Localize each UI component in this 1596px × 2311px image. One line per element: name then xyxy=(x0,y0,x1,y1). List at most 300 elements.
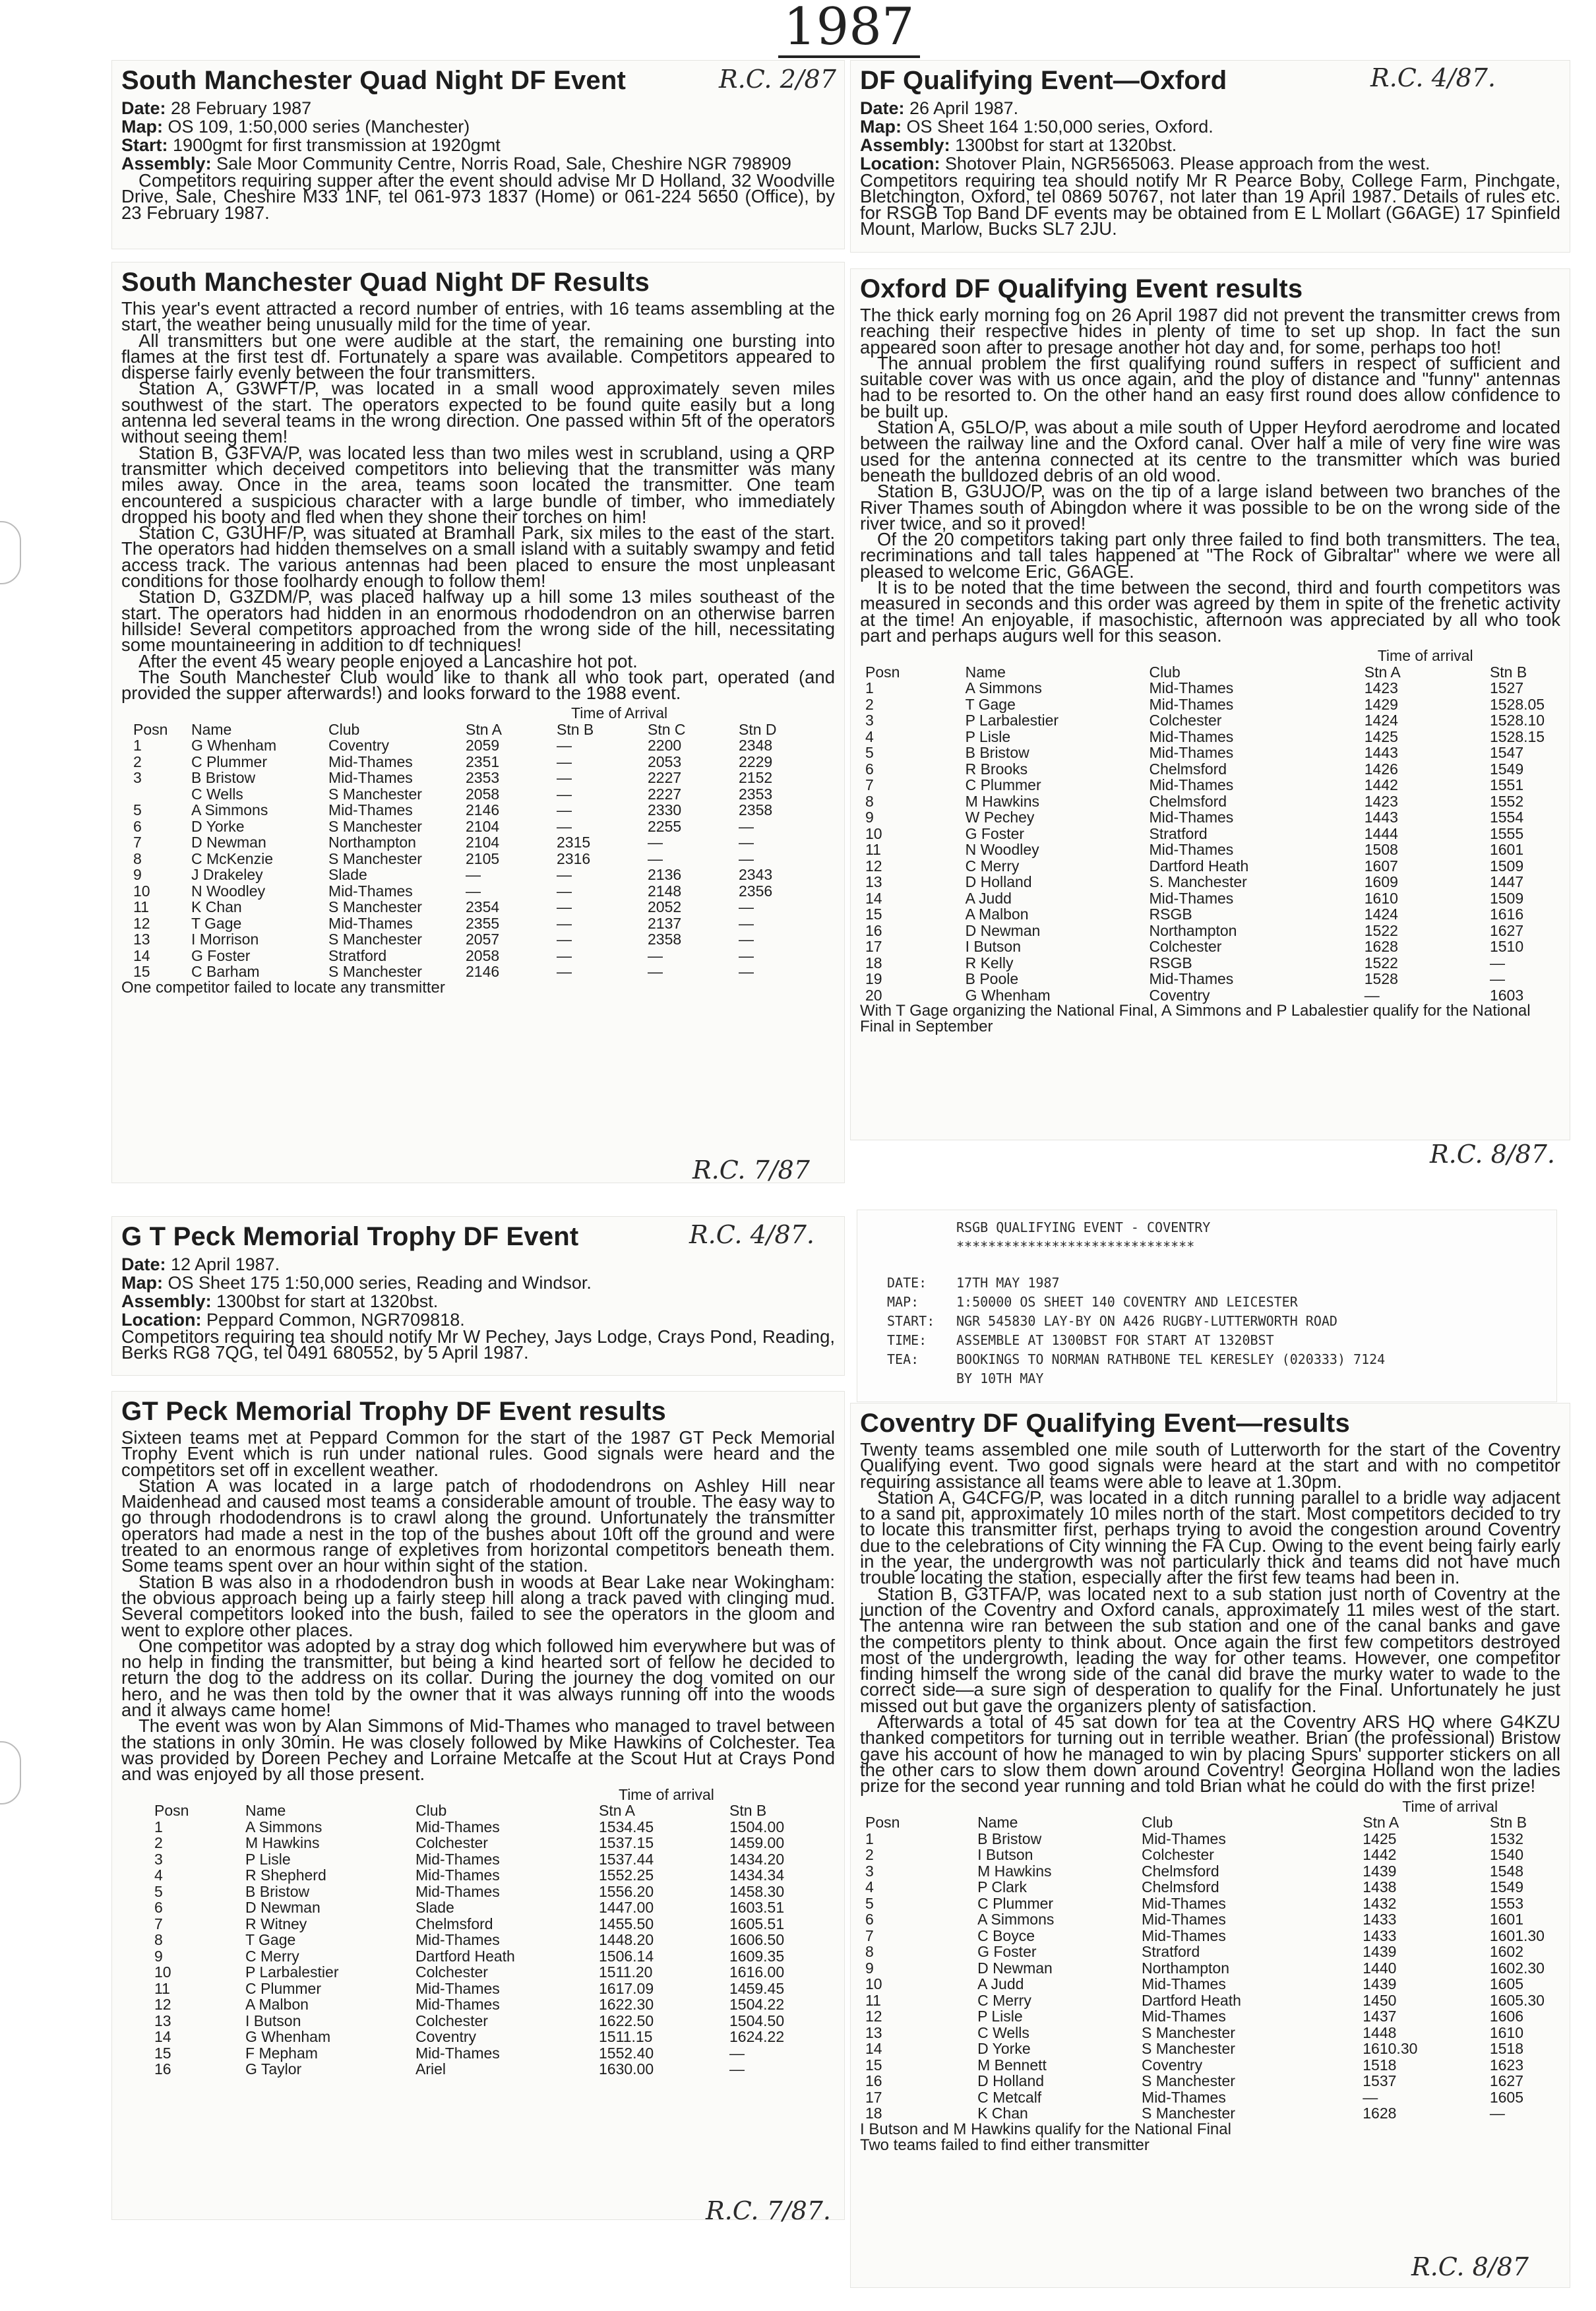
paragraph: The South Manchester Club would like to thank all who took part, operated (and provided the supper afterwards!) and looks forward to the 1988 event. xyxy=(121,666,835,704)
peck-event-assembly: 1300bst for start at 1320bst. xyxy=(216,1291,439,1311)
table-cell: — xyxy=(466,882,481,900)
table-cell: 1424 xyxy=(1364,906,1398,923)
table-row xyxy=(154,1867,807,1884)
oxford-event-assembly: 1300bst for start at 1320bst. xyxy=(955,135,1177,155)
paragraph: All transmitters but one were audible at the start, the remaining one bursting into flames at the first test df. Fortunately a spare was available. Competitors appeared to disperse fairly evenly between the four transmitters. xyxy=(121,330,835,383)
table-cell: 2104 xyxy=(466,817,500,835)
notice-line xyxy=(887,1350,1556,1369)
table-cell: S Manchester xyxy=(1142,2072,1235,2090)
col-header: Name xyxy=(977,1814,1018,1832)
coventry-results-title: Coventry DF Qualifying Event—results xyxy=(860,1409,1350,1438)
table-row xyxy=(865,858,1560,875)
table-cell: 12 xyxy=(865,857,882,875)
table-cell: 10 xyxy=(133,882,150,900)
notice-line-label: TIME: xyxy=(887,1332,927,1348)
table-cell: Mid-Thames xyxy=(1149,679,1234,697)
table-header-row xyxy=(865,1814,1560,1831)
table-cell: 1450 xyxy=(1363,1991,1397,2009)
table-cell: 1 xyxy=(133,737,142,755)
table-cell: I Butson xyxy=(977,1846,1033,1864)
table-row xyxy=(133,737,816,754)
table-cell: C Merry xyxy=(977,1991,1031,2009)
table-row xyxy=(865,809,1560,826)
notice-line xyxy=(887,1274,1556,1293)
table-cell: 11 xyxy=(865,841,881,859)
table-cell: 1555 xyxy=(1489,824,1524,842)
table-cell: 1508 xyxy=(1364,841,1398,859)
table-row xyxy=(154,1916,807,1932)
table-cell: — xyxy=(466,866,481,884)
table-cell: 6 xyxy=(154,1899,163,1917)
table-cell: 3 xyxy=(154,1850,163,1868)
table-cell: 8 xyxy=(865,792,874,810)
table-cell: 7 xyxy=(865,776,874,794)
table-cell: 1425 xyxy=(1364,727,1398,745)
assembly-label: Assembly: xyxy=(860,135,950,155)
table-cell: 4 xyxy=(865,727,874,745)
paragraph: Station A, G4CFG/P, was located in a ditch running parallel to a bridle way adjacent to a sand pit, approximately 10 miles north of the start. Most competitors decided to try to locate this transmitter first, perhaps trying to avoid the congestion around Coventry due to the celebrations of City winning the FA Cup. Owing to the event being fairly early in the year, the undergrowth was not particularly thick and teams did not have much trouble locating the station, especially after the first few teams had been in. xyxy=(860,1487,1560,1588)
table-cell: 1627 xyxy=(1489,2072,1523,2090)
table-cell: C Barham xyxy=(191,963,260,981)
map-label: Map: xyxy=(121,117,163,137)
table-row xyxy=(865,842,1560,858)
table-cell: 2354 xyxy=(466,898,500,916)
table-cell: G Foster xyxy=(191,946,251,964)
table-cell: 1442 xyxy=(1364,776,1398,794)
table-cell: 1448.20 xyxy=(599,1931,654,1949)
table-cell: Stratford xyxy=(1149,824,1208,842)
table-cell: 16 xyxy=(865,2072,882,2090)
table-cell: 3 xyxy=(133,769,142,787)
table-cell: 8 xyxy=(133,849,142,867)
table-cell: Mid-Thames xyxy=(1142,1830,1226,1847)
table-cell: D Yorke xyxy=(977,2040,1031,2058)
table-cell: D Newman xyxy=(977,1959,1053,1977)
table-cell: 1424 xyxy=(1364,712,1398,729)
table-cell: M Hawkins xyxy=(965,792,1040,810)
notice-line xyxy=(887,1331,1556,1350)
table-cell: B Bristow xyxy=(965,744,1029,762)
table-cell: Coventry xyxy=(1142,2056,1203,2074)
col-header: Stn A xyxy=(1364,663,1401,681)
table-cell: C Wells xyxy=(977,2023,1029,2041)
table-row xyxy=(133,948,816,964)
table-cell: 1434.20 xyxy=(729,1850,785,1868)
assembly-label: Assembly: xyxy=(121,154,212,173)
table-row xyxy=(865,745,1560,761)
peck-results-table xyxy=(154,1787,807,2078)
table-cell: 1448 xyxy=(1363,2023,1397,2041)
table-cell: 18 xyxy=(865,954,882,971)
table-cell: Mid-Thames xyxy=(415,1996,500,2014)
table-cell: Mid-Thames xyxy=(328,914,413,932)
table-cell: Coventry xyxy=(415,2028,477,2046)
table-cell: 1628 xyxy=(1364,938,1398,956)
col-header: Club xyxy=(328,720,360,738)
oxford-event-body: Competitors requiring tea should notify Mr R Pearce Boby, College Farm, Pinchgate, Bletchington, Oxford, tel 0869 50767, not later than 19 April 1987. Details of rules etc. for RSGB Top Band DF events may be obtained from E L Mollart (G6AGE) 17 Spinfield Mount, Marlow, Bucks SL7 2JU. xyxy=(860,170,1560,239)
table-cell: 12 xyxy=(133,914,150,932)
notice-line xyxy=(887,1293,1556,1312)
table-cell: 2137 xyxy=(648,914,682,932)
table-cell: — xyxy=(557,817,572,835)
table-cell: A Judd xyxy=(965,889,1012,907)
table-cell: 1528.10 xyxy=(1489,712,1545,729)
table-cell: 10 xyxy=(865,824,882,842)
table-cell: 1556.20 xyxy=(599,1882,654,1900)
table-cell: 1547 xyxy=(1489,744,1524,762)
table-cell: S Manchester xyxy=(1142,2040,1235,2058)
table-cell: A Judd xyxy=(977,1975,1024,1993)
col-header: Club xyxy=(415,1802,447,1820)
table-cell: 1438 xyxy=(1363,1878,1397,1896)
start-label: Start: xyxy=(121,135,168,155)
table-cell: 1439 xyxy=(1363,1975,1397,1993)
table-cell: 16 xyxy=(154,2060,171,2078)
table-cell: 1429 xyxy=(1364,695,1398,713)
table-row xyxy=(133,818,816,835)
table-cell: 8 xyxy=(865,1943,874,1961)
table-cell: 1622.30 xyxy=(599,1996,654,2014)
table-cell: 1511.20 xyxy=(599,1963,653,1981)
table-cell: 1434.34 xyxy=(729,1866,785,1884)
oxford-results-title: Oxford DF Qualifying Event results xyxy=(860,274,1303,303)
sm-event-assembly: Sale Moor Community Centre, Norris Road, Sale, Cheshire NGR 798909 xyxy=(216,154,791,173)
table-cell: Ariel xyxy=(415,2060,446,2078)
table-cell: — xyxy=(648,849,663,867)
table-cell: — xyxy=(557,866,572,884)
table-cell: Slade xyxy=(328,866,367,884)
table-cell: 1443 xyxy=(1364,744,1398,762)
table-cell: 3 xyxy=(865,712,874,729)
table-cell: 1439 xyxy=(1363,1862,1397,1880)
table-cell: 10 xyxy=(865,1975,882,1993)
oxford-event-location: Shotover Plain, NGR565063. Please approach from the west. xyxy=(945,154,1430,173)
punch-hole-top xyxy=(0,521,21,584)
paragraph: Station A, G5LO/P, was about a mile south of Upper Heyford aerodrome and located between the railway line and the Oxford canal. Over half a mile of very fine wire was used for the antenna connected at its centre to the transmitter which was buried beneath the bulldozed debris of an old wood. xyxy=(860,417,1560,485)
sm-results-table xyxy=(133,705,816,980)
table-row xyxy=(865,1847,1560,1863)
table-cell: 1540 xyxy=(1489,1846,1523,1864)
table-cell: 1548 xyxy=(1489,1862,1523,1880)
table-row xyxy=(865,955,1560,971)
table-cell: RSGB xyxy=(1149,954,1192,971)
table-cell: Colchester xyxy=(1149,938,1222,956)
table-cell: — xyxy=(557,737,572,755)
table-cell: 11 xyxy=(133,898,149,916)
table-cell: 1 xyxy=(154,1818,163,1835)
date-label: Date: xyxy=(860,98,905,118)
coventry-notice-lines xyxy=(857,1274,1556,1388)
table-cell: P Lisle xyxy=(245,1850,291,1868)
paragraph: Station C, G3UHF/P, was situated at Bramhall Park, six miles to the east of the start. The operators had hidden themselves on a small island with a suitably swampy and fetid access track. The various antennas had been placed to ensure the most unpleasant conditions for those foolhardy enough to follow them! xyxy=(121,522,835,592)
table-row xyxy=(865,923,1560,939)
table-cell: 15 xyxy=(865,2056,882,2074)
table-cell: D Newman xyxy=(191,834,266,851)
table-row xyxy=(865,793,1560,810)
table-cell: 1601 xyxy=(1489,841,1524,859)
table-cell: C Metcalf xyxy=(977,2088,1042,2106)
table-cell: — xyxy=(739,817,754,835)
table-cell: S Manchester xyxy=(328,931,422,948)
table-cell: 1609 xyxy=(1364,873,1398,891)
table-row xyxy=(865,1879,1560,1895)
col-header: Name xyxy=(191,720,232,738)
table-cell: 1605.51 xyxy=(729,1915,785,1932)
coventry-results-table xyxy=(865,1799,1560,2122)
table-row xyxy=(865,2105,1560,2122)
coventry-results-article xyxy=(851,1403,1570,2287)
table-cell: 18 xyxy=(865,2105,882,2122)
table-cell: Stratford xyxy=(1142,1943,1200,1961)
table-row xyxy=(865,2057,1560,2074)
table-cell: 9 xyxy=(865,1959,874,1977)
paragraph: The event was won by Alan Simmons of Mid-Thames who managed to travel between the stations in only 30min. He was closely followed by Mike Hawkins of Colchester. Tea was provided by Doreen Pechey and Lorraine Metcalfe at the Scout Hut at Crays Pond and was enjoyed by all those present. xyxy=(121,1715,835,1785)
table-cell: D Yorke xyxy=(191,817,245,835)
table-cell: 1518 xyxy=(1363,2056,1397,2074)
table-cell: Mid-Thames xyxy=(415,1818,500,1835)
table-cell: 1509 xyxy=(1489,889,1524,907)
table-cell: 1549 xyxy=(1489,1878,1523,1896)
table-cell: 2058 xyxy=(466,785,500,803)
table-cell: Mid-Thames xyxy=(1142,2008,1226,2025)
paragraph: Of the 20 competitors taking part only three failed to find both transmitters. The tea, recriminations and tall tales happened at "The Rock of Gibraltar" where we were all pleased to welcome Eric, G6AGE. xyxy=(860,529,1560,582)
table-cell: — xyxy=(729,2060,745,2078)
table-cell: 2229 xyxy=(739,753,773,770)
coventry-results-note: I Butson and M Hawkins qualify for the National Final Two teams failed to find either transmitter xyxy=(860,2120,1231,2154)
table-cell: D Newman xyxy=(245,1899,321,1917)
table-row xyxy=(133,786,816,803)
time-header: Time of Arrival xyxy=(571,704,668,722)
notice-line-label: TEA: xyxy=(887,1351,919,1367)
table-cell: 1423 xyxy=(1364,679,1398,697)
table-row xyxy=(154,1996,807,2013)
ref-annotation: R.C. 7/87. xyxy=(706,2196,831,2225)
col-header: Stn A xyxy=(1363,1814,1399,1832)
table-row xyxy=(865,987,1560,1004)
table-cell: F Mepham xyxy=(245,2044,318,2062)
table-cell: 5 xyxy=(865,1894,874,1912)
table-cell: 2330 xyxy=(648,801,682,819)
table-cell: 1610 xyxy=(1364,889,1398,907)
table-cell: 1432 xyxy=(1363,1894,1397,1912)
table-cell: S Manchester xyxy=(328,849,422,867)
table-cell: 1439 xyxy=(1363,1943,1397,1961)
table-row xyxy=(865,939,1560,955)
table-cell: Colchester xyxy=(1142,1846,1214,1864)
table-cell: 1459.45 xyxy=(729,1979,785,1997)
table-cell: G Foster xyxy=(977,1943,1037,1961)
table-row xyxy=(865,712,1560,729)
table-cell: 2348 xyxy=(739,737,773,755)
table-row xyxy=(865,906,1560,923)
table-cell: Mid-Thames xyxy=(328,769,413,787)
table-cell: — xyxy=(557,946,572,964)
table-cell: — xyxy=(1364,986,1380,1004)
notice-line xyxy=(887,1312,1556,1331)
table-cell: — xyxy=(557,931,572,948)
table-cell: T Gage xyxy=(191,914,242,932)
table-cell: RSGB xyxy=(1149,906,1192,923)
oxford-event-map: OS Sheet 164 1:50,000 series, Oxford. xyxy=(906,117,1213,137)
coventry-results-body xyxy=(865,1831,1560,2122)
table-cell: 6 xyxy=(133,817,142,835)
table-cell: 14 xyxy=(865,2040,882,2058)
paragraph: Station B, G3UJO/P, was on the tip of a large island between two branches of the River Thames south of Abingdon where it was possible to be on the wrong side of the river twice, and so it proved! xyxy=(860,481,1560,534)
table-cell: 1 xyxy=(865,679,874,697)
table-cell: P Lisle xyxy=(977,2008,1023,2025)
date-label: Date: xyxy=(121,98,166,118)
table-cell: 6 xyxy=(865,1911,874,1928)
table-row xyxy=(865,729,1560,745)
table-cell: I Butson xyxy=(245,2012,301,2029)
sm-results-title: South Manchester Quad Night DF Results xyxy=(121,268,650,297)
table-cell: G Foster xyxy=(965,824,1025,842)
sm-event-start: 1900gmt for first transmission at 1920gmt xyxy=(173,135,501,155)
peck-event-date: 12 April 1987. xyxy=(171,1254,280,1274)
coventry-notice-stars: ****************************** xyxy=(956,1239,1195,1254)
table-cell: 2351 xyxy=(466,753,500,770)
table-cell: K Chan xyxy=(191,898,242,916)
table-cell: 2343 xyxy=(739,866,773,884)
paragraph: Station A, G3WFT/P, was located in a small wood approximately seven miles southwest of the start. The operators expected to be found quite easily but a long antenna led several teams in the wrong direction. One passed within 5ft of the operators without seeing them! xyxy=(121,378,835,447)
location-label: Location: xyxy=(121,1310,202,1330)
table-cell: 1537.15 xyxy=(599,1834,654,1852)
table-cell: 15 xyxy=(133,963,150,981)
table-cell: 2058 xyxy=(466,946,500,964)
table-cell: 1553 xyxy=(1489,1894,1523,1912)
ref-annotation: R.C. 4/87. xyxy=(1370,63,1496,92)
time-header: Time of arrival xyxy=(1402,1797,1498,1815)
table-cell: 1606 xyxy=(1489,2008,1523,2025)
table-cell: 1607 xyxy=(1364,857,1398,875)
table-cell xyxy=(133,786,191,803)
table-cell: Mid-Thames xyxy=(1149,744,1234,762)
table-cell: 7 xyxy=(154,1915,163,1932)
table-row xyxy=(865,1944,1560,1960)
table-cell: — xyxy=(557,769,572,787)
table-header-row xyxy=(133,722,816,738)
table-cell: Mid-Thames xyxy=(328,753,413,770)
table-row xyxy=(154,2013,807,2029)
table-cell: 1552.25 xyxy=(599,1866,654,1884)
table-cell: 2315 xyxy=(557,834,591,851)
table-cell: 1455.50 xyxy=(599,1915,654,1932)
table-cell: 2104 xyxy=(466,834,500,851)
table-cell: Slade xyxy=(415,1899,454,1917)
paragraph: This year's event attracted a record number of entries, with 16 teams assembling at the start, the weather being unusually mild for the time of year. xyxy=(121,298,835,335)
peck-event-body: Competitors requiring tea should notify Mr W Pechey, Jays Lodge, Crays Pond, Reading, Berks RG8 7QG, tel 0491 680552, by 5 April 1987. xyxy=(121,1326,835,1363)
table-cell: 2358 xyxy=(648,931,682,948)
peck-event-map: OS Sheet 175 1:50,000 series, Reading and Windsor. xyxy=(168,1273,592,1293)
table-cell: 1532 xyxy=(1489,1830,1523,1847)
table-cell: 2105 xyxy=(466,849,500,867)
table-cell: Colchester xyxy=(415,2012,488,2029)
table-cell: C Merry xyxy=(965,857,1020,875)
table-cell: B Bristow xyxy=(245,1882,310,1900)
table-cell: N Woodley xyxy=(191,882,266,900)
table-cell: Colchester xyxy=(415,1963,488,1981)
table-cell: 2353 xyxy=(739,785,773,803)
table-cell: Mid-Thames xyxy=(1149,776,1234,794)
oxford-event-date: 26 April 1987. xyxy=(909,98,1019,118)
table-cell: B Poole xyxy=(965,970,1019,988)
table-cell: 2 xyxy=(133,753,142,770)
table-row xyxy=(865,874,1560,890)
table-cell: 11 xyxy=(154,1979,170,1997)
table-cell: 12 xyxy=(154,1996,171,2014)
oxford-results-table xyxy=(865,648,1560,1003)
table-cell: 9 xyxy=(865,809,874,826)
table-row xyxy=(133,899,816,915)
location-label: Location: xyxy=(860,154,940,173)
col-header: Club xyxy=(1149,663,1181,681)
table-cell: 1528 xyxy=(1364,970,1398,988)
table-cell: Mid-Thames xyxy=(1149,889,1234,907)
table-cell: Colchester xyxy=(415,1834,488,1852)
table-cell: 1601.30 xyxy=(1489,1926,1545,1944)
oxford-results-note: With T Gage organizing the National Final, A Simmons and P Labalestier qualify for the National Final in September xyxy=(860,1002,1531,1036)
table-cell: C Wells xyxy=(191,785,243,803)
table-cell: 1534.45 xyxy=(599,1818,654,1835)
table-cell: J Drakeley xyxy=(191,866,263,884)
table-cell: — xyxy=(739,963,754,981)
table-cell: P Clark xyxy=(977,1878,1028,1896)
oxford-event-title: DF Qualifying Event—Oxford xyxy=(860,66,1227,95)
table-row xyxy=(865,696,1560,713)
table-cell: Dartford Heath xyxy=(415,1947,515,1965)
table-row xyxy=(133,964,816,980)
table-cell: — xyxy=(557,882,572,900)
table-cell: Mid-Thames xyxy=(415,1931,500,1949)
table-cell: 2148 xyxy=(648,882,682,900)
table-cell: 1444 xyxy=(1364,824,1398,842)
ref-annotation: R.C. 7/87 xyxy=(692,1156,810,1185)
table-cell: 1622.50 xyxy=(599,2012,654,2029)
peck-results-article xyxy=(112,1392,844,2219)
notice-line-value: BOOKINGS TO NORMAN RATHBONE TEL KERESLEY (020333) 7124 xyxy=(956,1351,1386,1367)
col-header: Stn B xyxy=(729,1802,767,1820)
paragraph: It is to be noted that the time between the second, third and fourth competitors was measured in seconds and this order was agreed by them in spite of the frenetic activity at the time! An enjoyable, if masochistic, afternoon was appreciated by all who took part and perhaps augurs well for this season. xyxy=(860,577,1560,646)
table-cell: 5 xyxy=(133,801,142,819)
table-row xyxy=(154,2061,807,2078)
table-row xyxy=(154,1835,807,1851)
table-cell: Mid-Thames xyxy=(1149,809,1234,826)
table-row xyxy=(133,867,816,883)
table-cell: Mid-Thames xyxy=(1142,1911,1226,1928)
table-cell: 14 xyxy=(865,889,882,907)
table-cell: Mid-Thames xyxy=(1149,841,1234,859)
paragraph: One competitor was adopted by a stray dog which followed him everywhere but was of no help in finding the transmitter, but being a kind hearted sort of fellow he decided to return the dog to the address on its collar. During the journey the dog vomited on our hero, and he was then told by the owner that it was always running off into the woods and it always came home! xyxy=(121,1635,835,1721)
notice-line-value: BY 10TH MAY xyxy=(956,1371,1044,1386)
col-header: Posn xyxy=(865,663,900,681)
table-cell: Mid-Thames xyxy=(415,1850,500,1868)
table-cell: — xyxy=(1489,954,1505,971)
table-cell: 1630.00 xyxy=(599,2060,654,2078)
table-cell: S Manchester xyxy=(1142,2105,1235,2122)
table-row xyxy=(865,1911,1560,1928)
table-cell: 2227 xyxy=(648,785,682,803)
table-cell: — xyxy=(557,801,572,819)
table-cell: C Plummer xyxy=(245,1979,322,1997)
table-cell: Northampton xyxy=(1149,921,1237,939)
notice-line xyxy=(887,1369,1556,1388)
table-cell: 3 xyxy=(865,1862,874,1880)
table-cell: Mid-Thames xyxy=(1149,970,1234,988)
col-header: Posn xyxy=(133,720,168,738)
table-cell: — xyxy=(557,914,572,932)
paragraph: Afterwards a total of 45 sat down for tea at the Coventry ARS HQ where G4KZU thanked competitors for turning out in terrible weather. Brian (the professional) Bristow gave his account of how he managed to win by placing Spurs' supporter stickers on all the other cars to slow them down around Coventry! Georgina Holland won the ladies prize for the second year running and told Brian what he could do with the first prize! xyxy=(860,1711,1560,1797)
peck-results-body xyxy=(154,1819,807,2078)
